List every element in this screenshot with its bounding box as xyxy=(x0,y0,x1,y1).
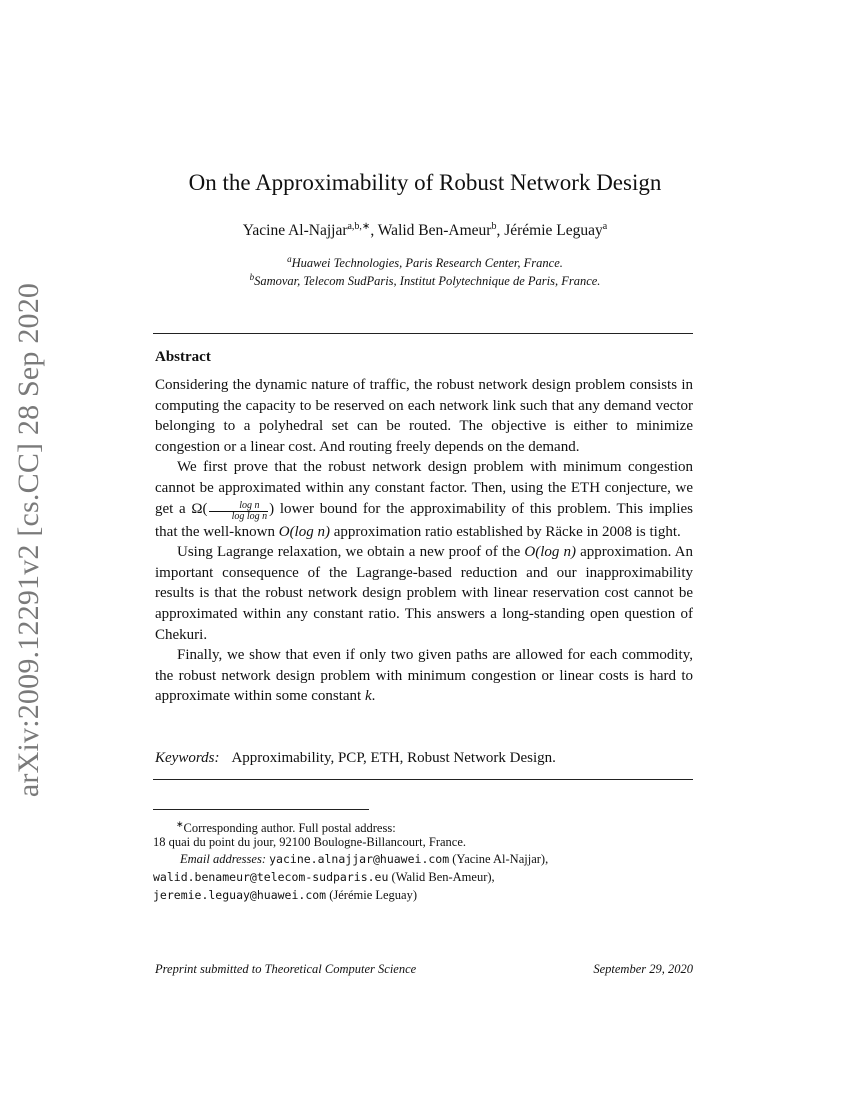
footnote-email-line: jeremie.leguay@huawei.com (Jérémie Leguay) xyxy=(153,888,418,902)
abstract-body xyxy=(155,375,693,707)
arxiv-identifier[interactable]: arXiv:2009.12291v2 [cs.CC] 28 Sep 2020 xyxy=(12,282,46,798)
footnote-rule xyxy=(153,809,369,810)
abstract-paragraph: Using Lagrange relaxation, we obtain a new proof of the O(log n) approximation. An important consequence of the Lagrange-based reduction and our inapproximability results is that the robust network design problem with linear reservation cost cannot be approximated within any constant ratio. This answers a long-standing open question of Chekuri. xyxy=(155,544,693,643)
author-name: Walid Ben-Ameur xyxy=(377,222,492,239)
author-name: Yacine Al-Najjar xyxy=(242,222,348,239)
footnote-email-line: walid.benameur@telecom-sudparis.eu (Walid Ben-Ameur), xyxy=(153,870,495,884)
keywords-text: Approximability, PCP, ETH, Robust Network Design. xyxy=(231,750,556,766)
footnote-email-line: Email addresses: yacine.alnajjar@huawei.com (Yacine Al-Najjar), xyxy=(180,852,549,866)
affiliation-b: $^b$Samovar, Telecom SudParis, Institut Polytechnique de Paris, France. xyxy=(249,272,601,288)
email-label: Email addresses: xyxy=(180,852,266,866)
footnote-corresponding: ∗Corresponding author. Full postal address: xyxy=(176,819,396,835)
affiliation-a: $^a$Huawei Technologies, Paris Research Center, France. xyxy=(287,254,563,270)
footnote-address: 18 quai du point du jour, 92100 Boulogne-Billancourt, France. xyxy=(153,835,466,849)
author-marks: a xyxy=(602,221,608,232)
keywords xyxy=(155,750,693,767)
abstract-paragraph: Considering the dynamic nature of traffic, the robust network design problem consists in computing the capacity to be reserved on each network link such that any demand vector belonging to a polyhedral set can be routed. The objective is either to minimize congestion or a linear cost. And routing freely depends on the demand. xyxy=(155,377,693,455)
author-list: Yacine Al-Najjar$^{a,b,∗}$, Walid Ben-Ameur$^b$, Jérémie Leguay$^a$ xyxy=(242,221,608,239)
footer-right: September 29, 2020 xyxy=(593,962,693,976)
fraction: $\frac{\text{log n}}{\text{log log n}}$ xyxy=(209,501,269,522)
email-link[interactable]: jeremie.leguay@huawei.com xyxy=(153,888,327,902)
abstract-bottom-rule xyxy=(153,779,693,780)
abstract-top-rule xyxy=(153,333,693,334)
keywords-label: Keywords: xyxy=(155,750,220,766)
email-link[interactable]: walid.benameur@telecom-sudparis.eu xyxy=(153,870,389,884)
paper-title: On the Approximability of Robust Network Design xyxy=(188,170,662,195)
author-name: Jérémie Leguay xyxy=(504,222,603,239)
abstract-paragraph: Finally, we show that even if only two given paths are allowed for each commodity, the robust network design problem with minimum congestion or linear costs is hard to approximate within some constant k. xyxy=(155,647,693,705)
page-footer xyxy=(155,962,693,977)
email-link[interactable]: yacine.alnajjar@huawei.com xyxy=(269,852,450,866)
abstract-heading: Abstract xyxy=(155,349,211,365)
author-marks: a,b,∗ xyxy=(347,221,371,232)
author-marks: b xyxy=(491,221,497,232)
abstract-paragraph: We first prove that the robust network design problem with minimum congestion cannot be approximated within any constant factor. Then, using the ETH conjecture, we get a Ω( $\frac{\text{log n}}{\text{log log n}}$ ) lower bound for the approximability of this problem. This implies that the well-known O(log n) approximation ratio established by Räcke in 2008 is tight. xyxy=(155,459,693,540)
footer-left: Preprint submitted to Theoretical Computer Science xyxy=(155,962,417,976)
arxiv-identifier-margin xyxy=(0,282,58,798)
